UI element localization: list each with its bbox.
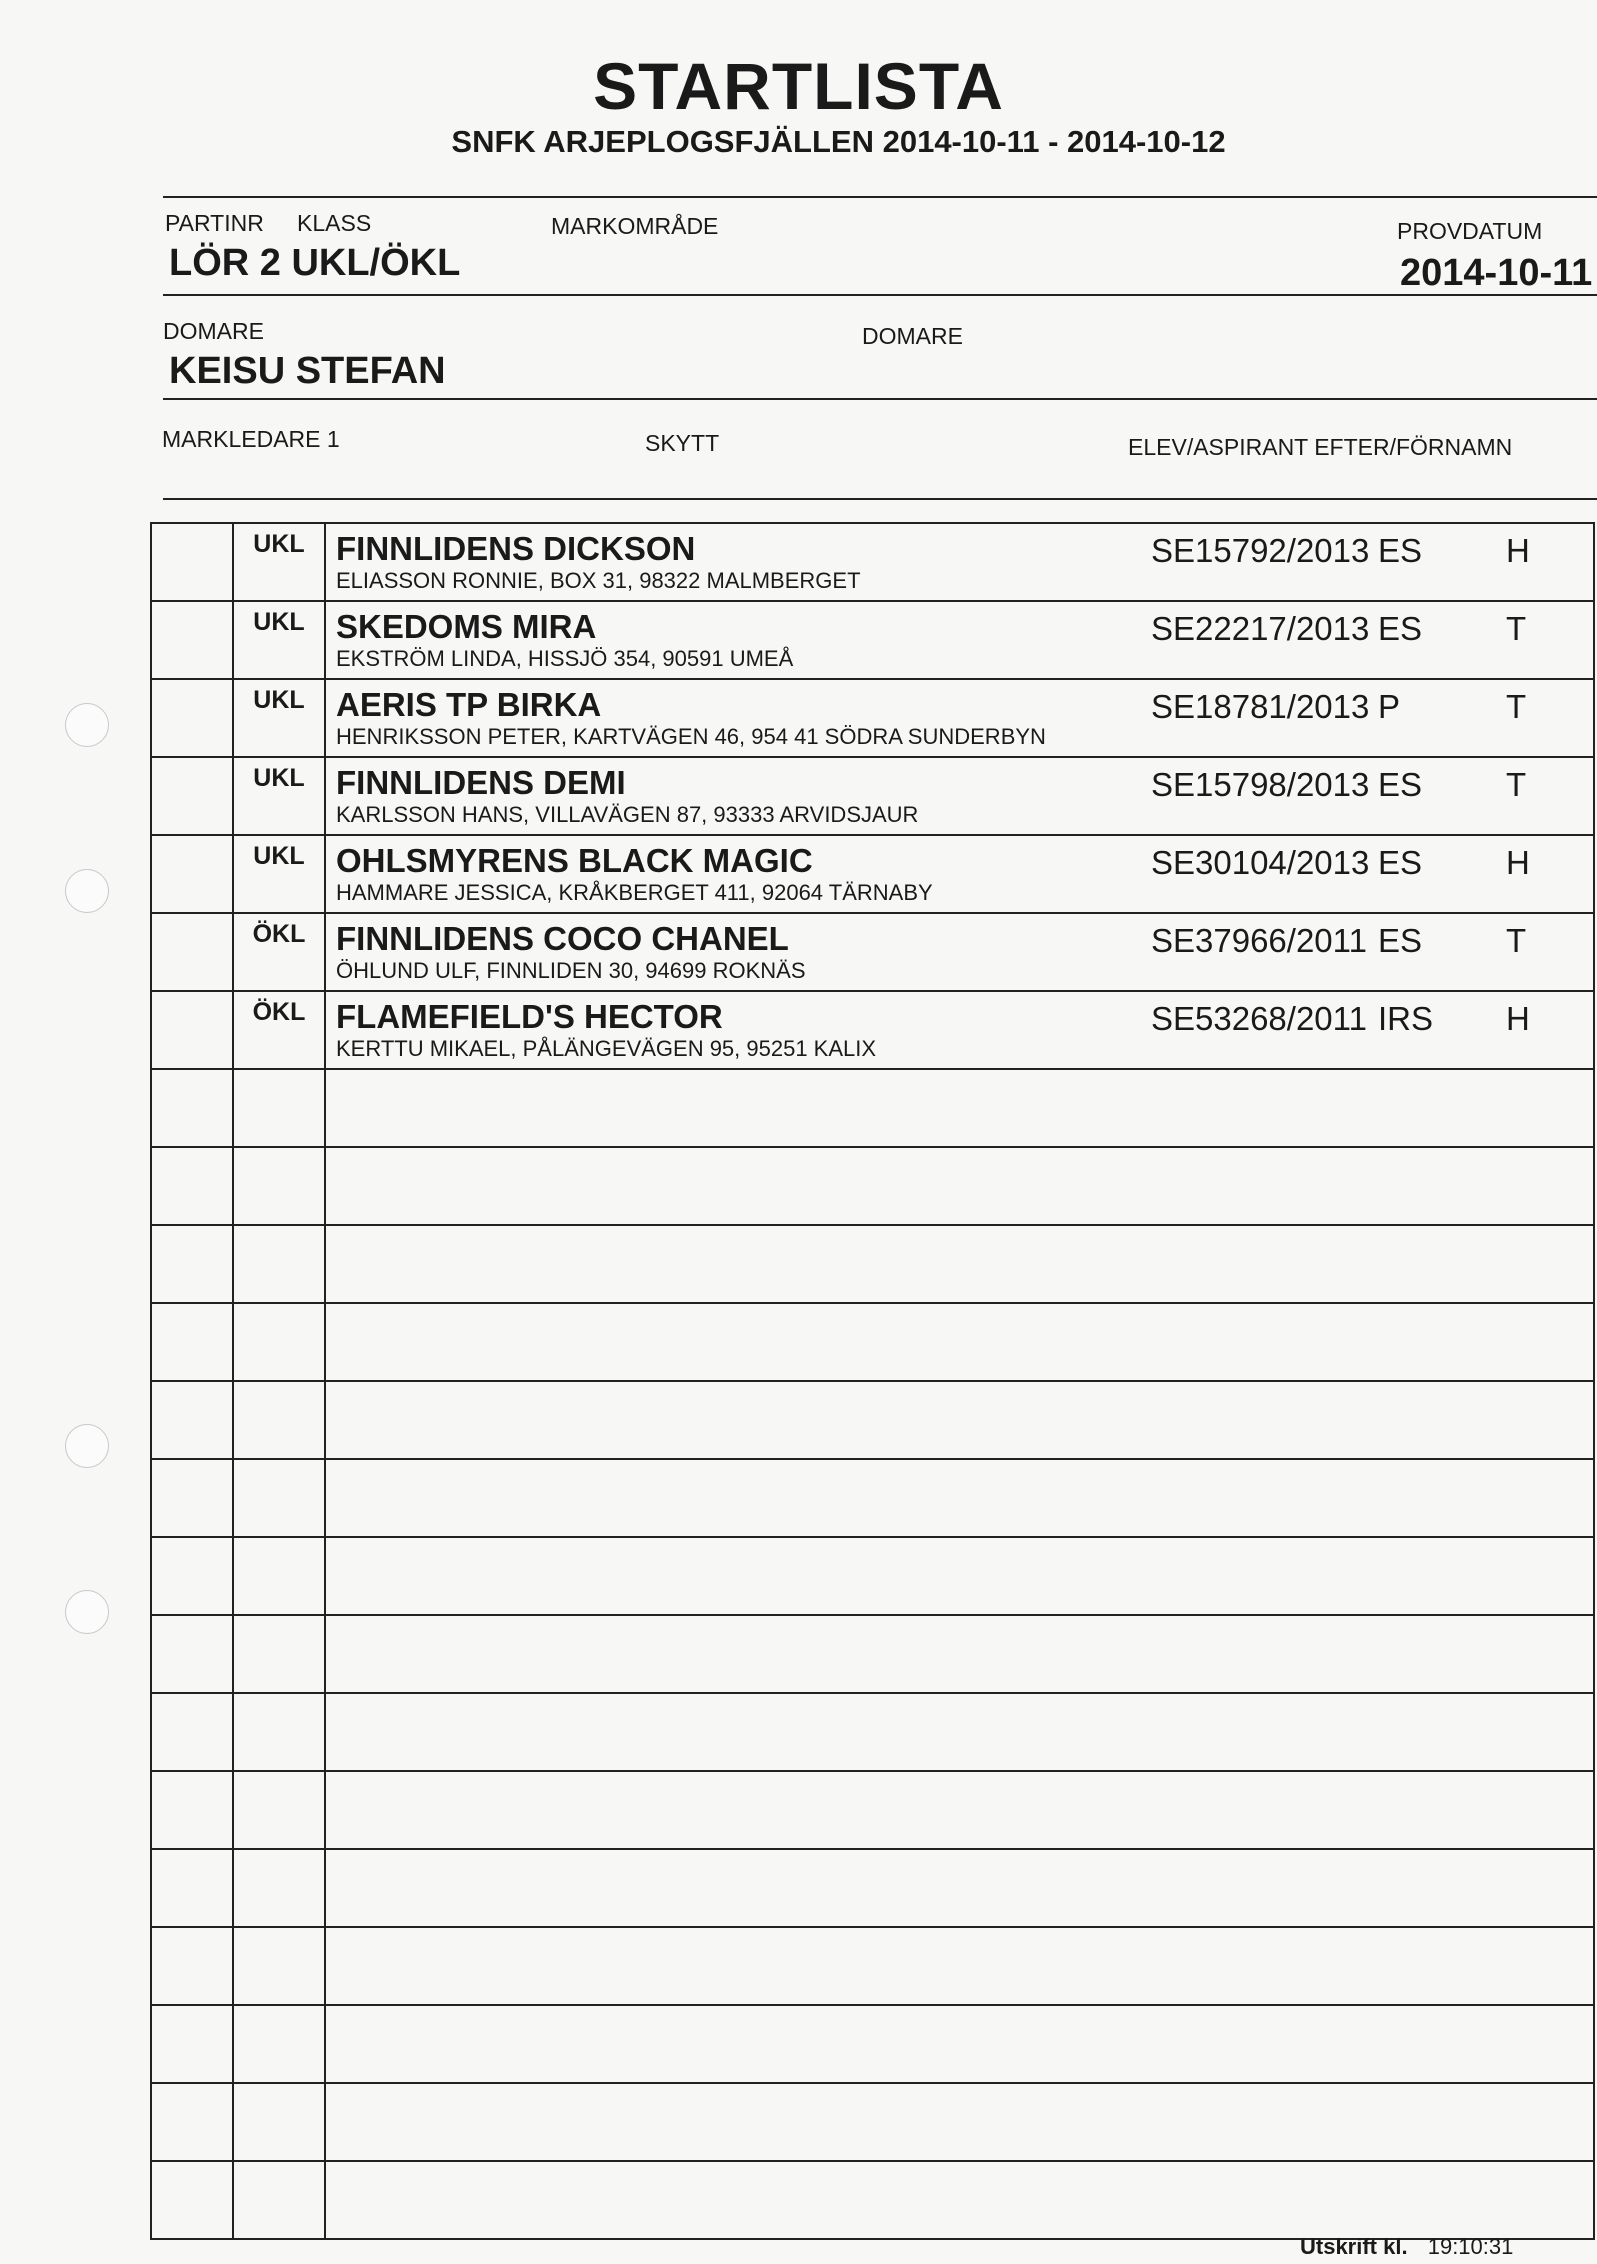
- owner-info: KERTTU MIKAEL, PÅLÄNGEVÄGEN 95, 95251 KALIX: [336, 1036, 877, 1061]
- klass-cell: [233, 1537, 325, 1615]
- klass-cell: [233, 1771, 325, 1849]
- markledare-label: MARKLEDARE 1: [162, 426, 340, 452]
- table-row-empty: [151, 1927, 1594, 2005]
- klass-cell: [233, 2005, 325, 2083]
- entry-cell: [325, 679, 1594, 757]
- breed-code: P: [1378, 688, 1401, 725]
- owner-info: EKSTRÖM LINDA, HISSJÖ 354, 90591 UMEÅ: [336, 646, 794, 671]
- entry-cell: [325, 1693, 1594, 1771]
- entry-cell: [325, 1225, 1594, 1303]
- breed-code: ES: [1378, 922, 1423, 959]
- start-number-cell: [151, 1927, 233, 2005]
- partinr-label: PARTINR: [165, 210, 264, 236]
- registration-number: SE22217/2013: [1151, 610, 1370, 647]
- provdatum-value: 2014-10-11: [1400, 252, 1593, 294]
- sex: H: [1506, 1000, 1530, 1037]
- breed-code: ES: [1378, 844, 1423, 881]
- klass-cell: [233, 1147, 325, 1225]
- sex: T: [1506, 766, 1527, 803]
- table-row-empty: [151, 1693, 1594, 1771]
- start-number-cell: [151, 1537, 233, 1615]
- start-number-cell: [151, 835, 233, 913]
- table-row-empty: [151, 1459, 1594, 1537]
- table-row: [151, 913, 1594, 991]
- breed-code: ES: [1378, 610, 1423, 647]
- registration-number: SE18781/2013: [1151, 688, 1370, 725]
- provdatum-label: PROVDATUM: [1397, 218, 1543, 244]
- dog-name: FINNLIDENS COCO CHANEL: [336, 920, 789, 957]
- table-row: [151, 835, 1594, 913]
- owner-info: KARLSSON HANS, VILLAVÄGEN 87, 93333 ARVIDSJAUR: [336, 802, 919, 827]
- table-row-empty: [151, 2161, 1594, 2239]
- elev-aspirant-label: ELEV/ASPIRANT EFTER/FÖRNAMN: [1128, 434, 1513, 460]
- owner-info: HENRIKSSON PETER, KARTVÄGEN 46, 954 41 SÖDRA SUNDERBYN: [336, 724, 1046, 749]
- table-row-empty: [151, 2005, 1594, 2083]
- divider: [163, 398, 1597, 400]
- startlist-table: [150, 522, 1595, 2240]
- page-title: STARTLISTA: [593, 49, 1004, 123]
- dog-name: FLAMEFIELD'S HECTOR: [336, 998, 723, 1035]
- dog-name: FINNLIDENS DEMI: [336, 764, 626, 801]
- start-number-cell: [151, 1693, 233, 1771]
- dog-name: FINNLIDENS DICKSON: [336, 530, 696, 567]
- start-number-cell: [151, 679, 233, 757]
- start-number-cell: [151, 1849, 233, 1927]
- start-number-cell: [151, 1615, 233, 1693]
- entry-cell: [325, 757, 1594, 835]
- klass-cell: [233, 1225, 325, 1303]
- entry-cell: [325, 1381, 1594, 1459]
- start-number-cell: [151, 1303, 233, 1381]
- entry-cell: [325, 835, 1594, 913]
- klass-cell: [233, 1303, 325, 1381]
- entry-cell: [325, 991, 1594, 1069]
- domare-label-2: DOMARE: [862, 323, 963, 349]
- klass-cell: UKL: [233, 757, 325, 835]
- page-subtitle: SNFK ARJEPLOGSFJÄLLEN 2014-10-11 - 2014-10-12: [451, 124, 1226, 159]
- start-number-cell: [151, 1459, 233, 1537]
- start-number-cell: [151, 1225, 233, 1303]
- sex: T: [1506, 610, 1527, 647]
- punch-hole: [65, 1590, 109, 1634]
- klass-cell: UKL: [233, 523, 325, 601]
- start-number-cell: [151, 2005, 233, 2083]
- table-row: [151, 991, 1594, 1069]
- start-number-cell: [151, 523, 233, 601]
- sex: H: [1506, 844, 1530, 881]
- klass-cell: [233, 2161, 325, 2239]
- registration-number: SE37966/2011: [1151, 922, 1367, 959]
- table-row-empty: [151, 1147, 1594, 1225]
- start-number-cell: [151, 2161, 233, 2239]
- table-row-empty: [151, 1225, 1594, 1303]
- table-row-empty: [151, 1303, 1594, 1381]
- sex: H: [1506, 532, 1530, 569]
- klass-cell: UKL: [233, 679, 325, 757]
- entry-cell: [325, 2161, 1594, 2239]
- entry-cell: [325, 1147, 1594, 1225]
- start-number-cell: [151, 2083, 233, 2161]
- owner-info: ÖHLUND ULF, FINNLIDEN 30, 94699 ROKNÄS: [336, 958, 806, 983]
- domare-value: KEISU STEFAN: [169, 350, 446, 392]
- klass-cell: [233, 1927, 325, 2005]
- start-number-cell: [151, 757, 233, 835]
- klass-cell: [233, 1459, 325, 1537]
- markomrade-label: MARKOMRÅDE: [551, 213, 719, 239]
- table-row-empty: [151, 2083, 1594, 2161]
- entry-cell: [325, 601, 1594, 679]
- entry-cell: [325, 913, 1594, 991]
- start-number-cell: [151, 1147, 233, 1225]
- entry-cell: [325, 1303, 1594, 1381]
- dog-name: SKEDOMS MIRA: [336, 608, 597, 645]
- klass-cell: ÖKL: [233, 913, 325, 991]
- breed-code: ES: [1378, 766, 1423, 803]
- divider: [163, 498, 1597, 500]
- registration-number: SE15798/2013: [1151, 766, 1370, 803]
- klass-label: KLASS: [297, 210, 372, 236]
- table-row: [151, 523, 1594, 601]
- klass-cell: [233, 1693, 325, 1771]
- klass-cell: UKL: [233, 835, 325, 913]
- klass-cell: [233, 1615, 325, 1693]
- entry-cell: [325, 1069, 1594, 1147]
- klass-cell: [233, 1849, 325, 1927]
- entry-cell: [325, 1771, 1594, 1849]
- entry-cell: [325, 1615, 1594, 1693]
- sex: T: [1506, 922, 1527, 959]
- breed-code: ES: [1378, 532, 1423, 569]
- skytt-label: SKYTT: [645, 430, 720, 456]
- registration-number: SE30104/2013: [1151, 844, 1370, 881]
- owner-info: ELIASSON RONNIE, BOX 31, 98322 MALMBERGET: [336, 568, 861, 593]
- start-number-cell: [151, 1069, 233, 1147]
- table-row-empty: [151, 1069, 1594, 1147]
- klass-cell: [233, 1381, 325, 1459]
- partinr-klass-value: LÖR 2 UKL/ÖKL: [169, 242, 461, 284]
- registration-number: SE53268/2011: [1151, 1000, 1367, 1037]
- klass-cell: UKL: [233, 601, 325, 679]
- entry-cell: [325, 1537, 1594, 1615]
- entry-cell: [325, 1849, 1594, 1927]
- dog-name: AERIS TP BIRKA: [336, 686, 602, 723]
- divider: [163, 196, 1597, 198]
- entry-cell: [325, 2005, 1594, 2083]
- punch-hole: [65, 1424, 109, 1468]
- klass-cell: [233, 2083, 325, 2161]
- entry-cell: [325, 523, 1594, 601]
- entry-cell: [325, 1927, 1594, 2005]
- table-row-empty: [151, 1381, 1594, 1459]
- table-row-empty: [151, 1537, 1594, 1615]
- print-time-label: Utskrift kl.: [1300, 2234, 1408, 2259]
- start-number-cell: [151, 601, 233, 679]
- start-number-cell: [151, 991, 233, 1069]
- table-row: [151, 757, 1594, 835]
- domare-label: DOMARE: [163, 318, 264, 344]
- table-row: [151, 679, 1594, 757]
- start-number-cell: [151, 1771, 233, 1849]
- sex: T: [1506, 688, 1527, 725]
- divider: [163, 294, 1597, 296]
- start-number-cell: [151, 913, 233, 991]
- table-row-empty: [151, 1615, 1594, 1693]
- klass-cell: [233, 1069, 325, 1147]
- table-row: [151, 601, 1594, 679]
- entry-cell: [325, 2083, 1594, 2161]
- breed-code: IRS: [1378, 1000, 1434, 1037]
- punch-hole: [65, 869, 109, 913]
- registration-number: SE15792/2013: [1151, 532, 1370, 569]
- table-row-empty: [151, 1771, 1594, 1849]
- dog-name: OHLSMYRENS BLACK MAGIC: [336, 842, 813, 879]
- print-time-value: 19:10:31: [1427, 2234, 1514, 2259]
- owner-info: HAMMARE JESSICA, KRÅKBERGET 411, 92064 TÄRNABY: [336, 880, 933, 905]
- table-row-empty: [151, 1849, 1594, 1927]
- footer: [1300, 2234, 1513, 2260]
- klass-cell: ÖKL: [233, 991, 325, 1069]
- start-number-cell: [151, 1381, 233, 1459]
- entry-cell: [325, 1459, 1594, 1537]
- punch-hole: [65, 703, 109, 747]
